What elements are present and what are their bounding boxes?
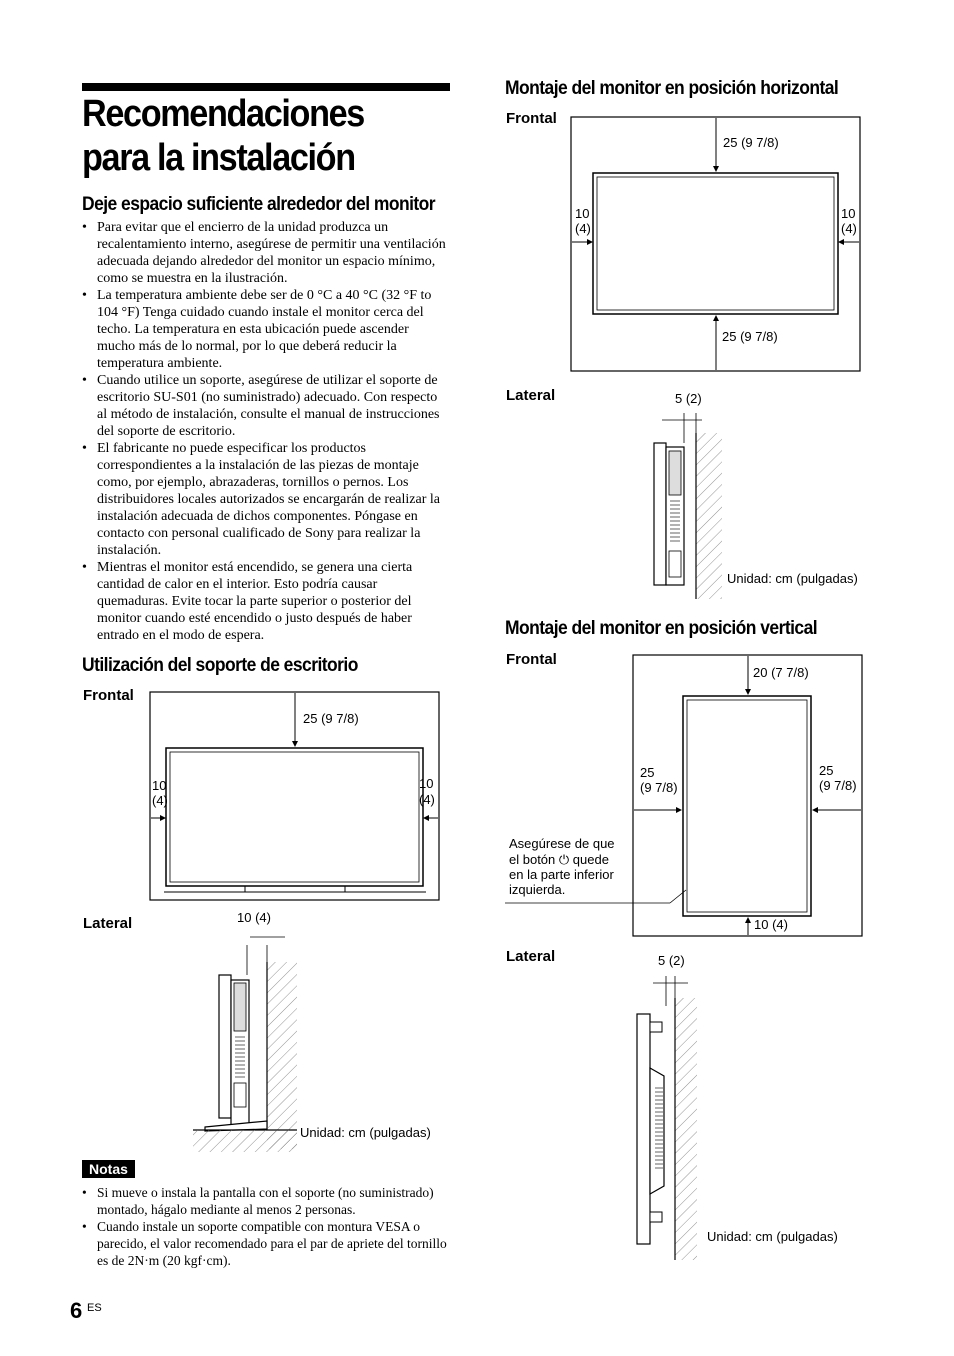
vertical-callout-line-4: izquierda. [509, 882, 566, 897]
vertical-callout-line-3: en la parte inferior [509, 867, 614, 882]
space-bullet: • La temperatura ambiente debe ser de 0 °C a 40 °C (32 °F to 104 °F) Tenga cuidado cuando instale el monitor cerca del techo. La temperatura en esta ubicación puede ascender mucho más de lo normal, por lo que deberá reducir la temperatura ambiente. [82, 287, 448, 372]
notes-badge: Notas [82, 1160, 135, 1178]
monitor-side [654, 443, 666, 585]
notes-list [82, 1184, 448, 1269]
vertical-left-gap-label-2: (9 7/8) [640, 780, 678, 795]
horizontal-left-gap-label-1: 10 [575, 206, 590, 221]
wall [267, 962, 297, 1149]
vertical-unit-label: Unidad: cm (pulgadas) [707, 1229, 838, 1244]
vertical-lateral-label: Lateral [506, 948, 556, 965]
section-space-heading: Deje espacio suficiente alrededor del monitor [82, 194, 436, 215]
horizontal-bottom-gap-label: 25 (9 7/8) [722, 329, 778, 344]
wall [675, 998, 697, 1260]
page-language: ES [87, 1302, 102, 1314]
vertical-lateral-diagram [620, 948, 870, 1263]
stand-base [245, 886, 345, 892]
desk-right-gap-label-2: (4) [419, 792, 435, 807]
desk-top-gap-label: 25 (9 7/8) [303, 711, 359, 726]
desk-left-gap-label-1: 10 [152, 778, 167, 793]
desk-lateral-label: Lateral [83, 915, 133, 932]
vertical-frontal-label: Frontal [506, 651, 557, 668]
desk-lateral-diagram [185, 905, 465, 1155]
page-title: Recomendaciones para la instalación [82, 93, 364, 179]
vertical-frontal-diagram [500, 650, 870, 942]
vertical-bottom-gap-label: 10 (4) [754, 917, 788, 932]
space-bullet-list [82, 219, 448, 644]
vertical-top-gap-label: 20 (7 7/8) [753, 665, 809, 680]
horizontal-top-gap-label: 25 (9 7/8) [723, 135, 779, 150]
monitor-outline [593, 173, 838, 314]
page-number: 6 [70, 1298, 83, 1323]
section-desk-heading: Utilización del soporte de escritorio [82, 655, 358, 676]
desk-unit-label: Unidad: cm (pulgadas) [300, 1125, 431, 1140]
vertical-right-gap-label-1: 25 [819, 763, 834, 778]
horizontal-frontal-label: Frontal [506, 110, 557, 127]
desk-right-gap-label-1: 10 [419, 776, 434, 791]
horizontal-right-gap-label-1: 10 [841, 206, 856, 221]
desk-left-gap-label-2: (4) [152, 793, 168, 808]
note-item: • Si mueve o instala la pantalla con el soporte (no suministrado) montado, hágalo mediante al menos 2 personas. [82, 1184, 448, 1218]
horizontal-frontal-diagram [565, 112, 870, 378]
note-item: • Cuando instale un soporte compatible con montura VESA o parecido, el valor recomendado para el par de apriete del tornillo es de 2N·m (20 kgf·cm). [82, 1218, 448, 1269]
monitor-outline [683, 696, 811, 916]
space-bullet: • Para evitar que el encierro de la unidad produzca un recalentamiento interno, asegúrese de permitir una ventilación adecuada dejando alrededor del monitor un espacio mínimo, como se muestra en la ilustración. [82, 219, 448, 287]
monitor-side [219, 975, 231, 1118]
floor [193, 1130, 297, 1152]
section-horizontal-heading: Montaje del monitor en posición horizontal [505, 78, 839, 99]
wall [696, 433, 722, 599]
section-vertical-heading: Montaje del monitor en posición vertical [505, 618, 818, 639]
space-bullet: • Cuando utilice un soporte, asegúrese de utilizar el soporte de escritorio SU-S01 (no suministrado) adecuado. Con respecto al método de instalación, consulte el manual de instrucciones del soporte de escritorio. [82, 372, 448, 440]
vertical-callout-line-2: el botón ⏻ quede [509, 852, 609, 867]
monitor-side [637, 1014, 650, 1244]
horizontal-unit-label: Unidad: cm (pulgadas) [727, 571, 858, 586]
horizontal-left-gap-label-2: (4) [575, 221, 591, 236]
vertical-callout-line-1: Asegúrese de que [509, 836, 615, 851]
clearance-box [633, 655, 862, 936]
horizontal-lateral-diagram [640, 385, 890, 603]
horizontal-right-gap-label-2: (4) [841, 221, 857, 236]
horizontal-side-gap-label: 5 (2) [675, 391, 702, 406]
vertical-side-gap-label: 5 (2) [658, 953, 685, 968]
desk-frontal-label: Frontal [83, 687, 134, 704]
space-bullet: • El fabricante no puede especificar los productos correspondientes a la instalación de las piezas de montaje como, por ejemplo, abrazaderas, tornillos o pernos. Los distribuidores locales autorizados se encargarán de realizar la instalación adecuada de dichos componentes. Póngase en contacto con personal cualificado de Sony para realizar la instalación. [82, 440, 448, 559]
vertical-right-gap-label-2: (9 7/8) [819, 778, 857, 793]
desk-frontal-diagram [140, 688, 450, 904]
title-rule [82, 83, 450, 91]
desk-side-gap-label: 10 (4) [237, 910, 271, 925]
vertical-left-gap-label-1: 25 [640, 765, 655, 780]
space-bullet: • Mientras el monitor está encendido, se genera una cierta cantidad de calor en el interior. Esto podría causar quemaduras. Evite tocar la parte superior o posterior del monitor cuando esté encendido o justo después de haber entrado en el modo de espera. [82, 559, 448, 644]
monitor-outline [166, 748, 423, 886]
horizontal-lateral-label: Lateral [506, 387, 556, 404]
